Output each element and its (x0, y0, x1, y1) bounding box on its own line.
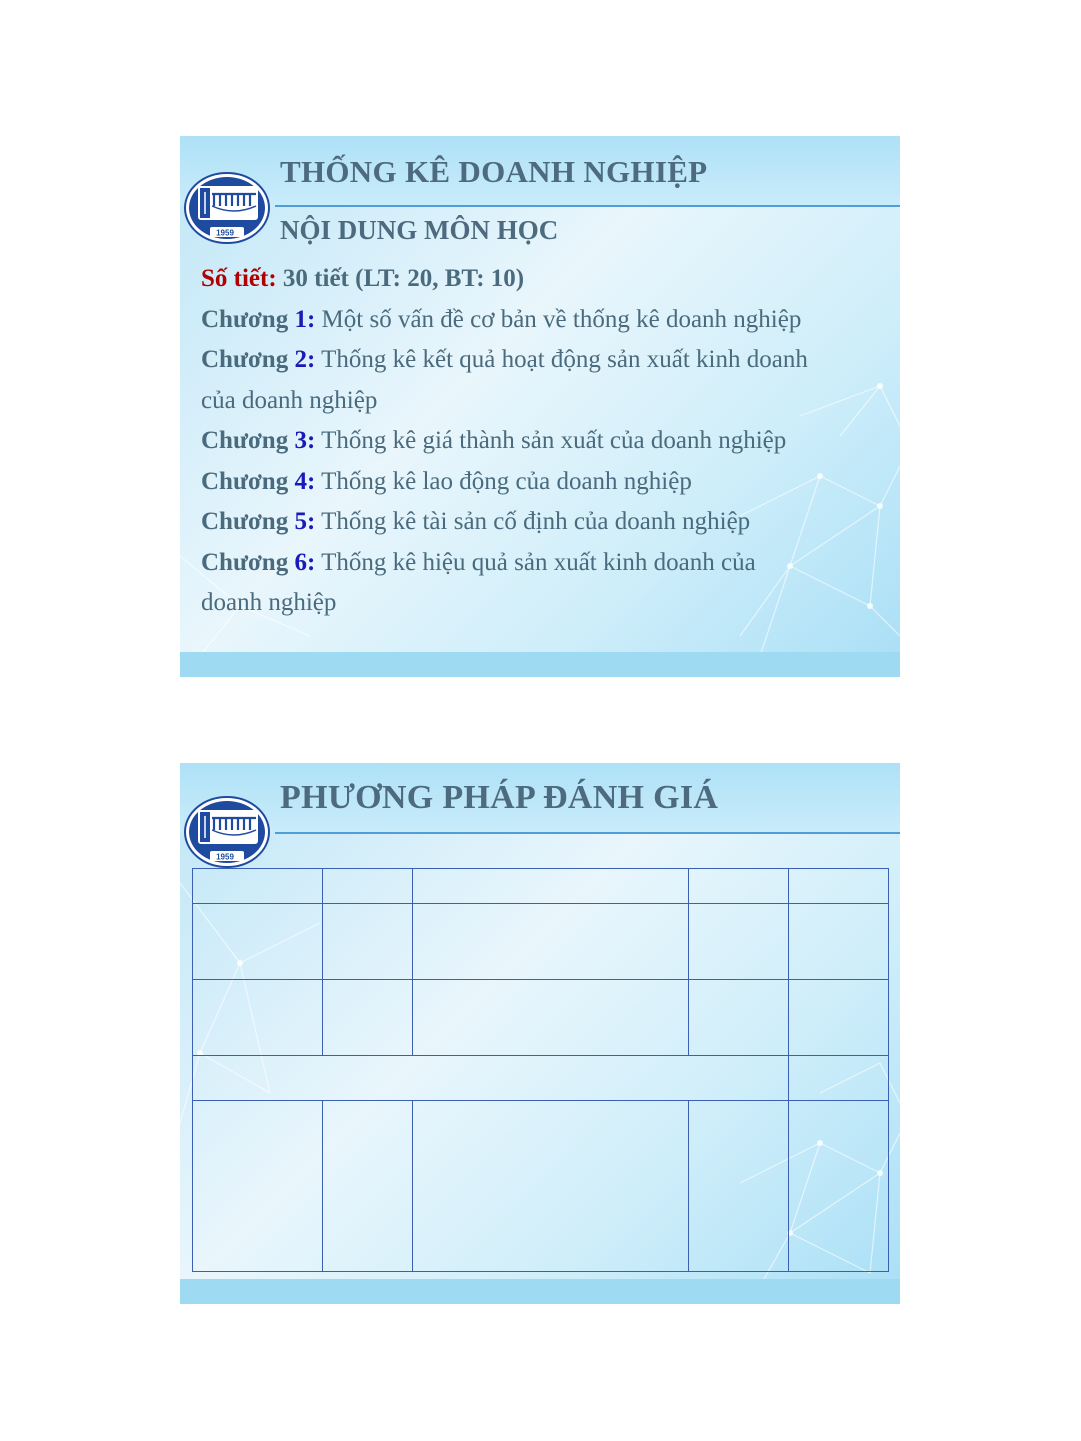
table-cell (323, 980, 413, 1056)
table-cell (193, 980, 323, 1056)
svg-text:1959: 1959 (216, 852, 234, 862)
header-divider-line (275, 832, 900, 834)
table-cell (323, 869, 413, 904)
assessment-table (192, 868, 889, 1272)
table-cell (413, 904, 689, 980)
chapter-text: Thống kê giá thành sản xuất của doanh nghiệp (321, 427, 787, 454)
periods-value: 30 tiết (282, 265, 349, 292)
chapter-number: 2: (294, 346, 316, 373)
slide-footer-band (180, 1279, 900, 1304)
table-row (193, 904, 889, 980)
table-cell (323, 904, 413, 980)
periods-line (201, 259, 891, 300)
chapter-number: 3: (294, 427, 316, 454)
chapter-continuation: của doanh nghiệp (201, 386, 378, 414)
slide-title: PHƯƠNG PHÁP ĐÁNH GIÁ (280, 779, 719, 816)
chapter-text: Thống kê tài sản cố định của doanh nghiệp (321, 508, 751, 535)
chapter-line: Chương 4: Thống kê lao động của doanh nghiệp (201, 467, 692, 495)
chapter-continuation: doanh nghiệp (201, 589, 337, 616)
table-cell (193, 869, 323, 904)
table-cell (789, 869, 889, 904)
table-cell (689, 869, 789, 904)
chapter-line: Chương 2: Thống kê kết quả hoạt động sản xuất kinh doanh (201, 346, 808, 373)
header-divider-line (275, 205, 900, 207)
chapter-line: Chương 3: Thống kê giá thành sản xuất của doanh nghiệp (201, 427, 787, 454)
table-cell (789, 904, 889, 980)
chapter-line: Chương 5: Thống kê tài sản cố định của doanh nghiệp (201, 508, 751, 535)
table-cell (789, 1056, 889, 1101)
table-cell (193, 1101, 323, 1272)
chapter-text: Thống kê lao động của doanh nghiệp (321, 467, 692, 495)
table-cell (413, 869, 689, 904)
chapter-line: Chương 1: Một số vấn đề cơ bản về thống kê doanh nghiệp (201, 305, 802, 333)
periods-label: Số tiết: (201, 265, 277, 292)
table-cell (193, 904, 323, 980)
chapter-number: 6: (294, 548, 316, 576)
slide-title: THỐNG KÊ DOANH NGHIỆP (280, 154, 708, 189)
course-outline (201, 259, 891, 624)
table-cell (789, 980, 889, 1056)
slide-subtitle: NỘI DUNG MÔN HỌC (280, 215, 559, 245)
table-row (193, 980, 889, 1056)
chapter-text: Thống kê hiệu quả sản xuất kinh doanh của (321, 548, 756, 576)
table-row (193, 1101, 889, 1272)
table-cell (689, 1101, 789, 1272)
chapter-line: Chương 6: Thống kê hiệu quả sản xuất kinh doanh của (201, 548, 756, 576)
slide-assessment-method (180, 763, 900, 1304)
table-cell (323, 1101, 413, 1272)
logo-text-overlay (184, 172, 270, 244)
chapter-number: 4: (294, 467, 316, 495)
table-cell (789, 1101, 889, 1272)
slide-course-content (180, 136, 900, 677)
table-cell (413, 1101, 689, 1272)
table-row (193, 869, 889, 904)
periods-detail: (LT: 20, BT: 10) (355, 265, 525, 292)
chapter-text: Thống kê kết quả hoạt động sản xuất kinh doanh (321, 346, 808, 373)
chapter-number: 1: (294, 305, 316, 333)
table-cell (413, 980, 689, 1056)
slide-footer-band (180, 652, 900, 677)
table-cell (193, 1056, 789, 1101)
chapter-number: 5: (294, 508, 316, 535)
table-row (193, 1056, 889, 1101)
table-cell (689, 904, 789, 980)
table-cell (689, 980, 789, 1056)
chapter-text: Một số vấn đề cơ bản về thống kê doanh nghiệp (321, 305, 802, 333)
svg-text:1959: 1959 (216, 228, 234, 238)
logo-text-overlay (184, 796, 270, 868)
